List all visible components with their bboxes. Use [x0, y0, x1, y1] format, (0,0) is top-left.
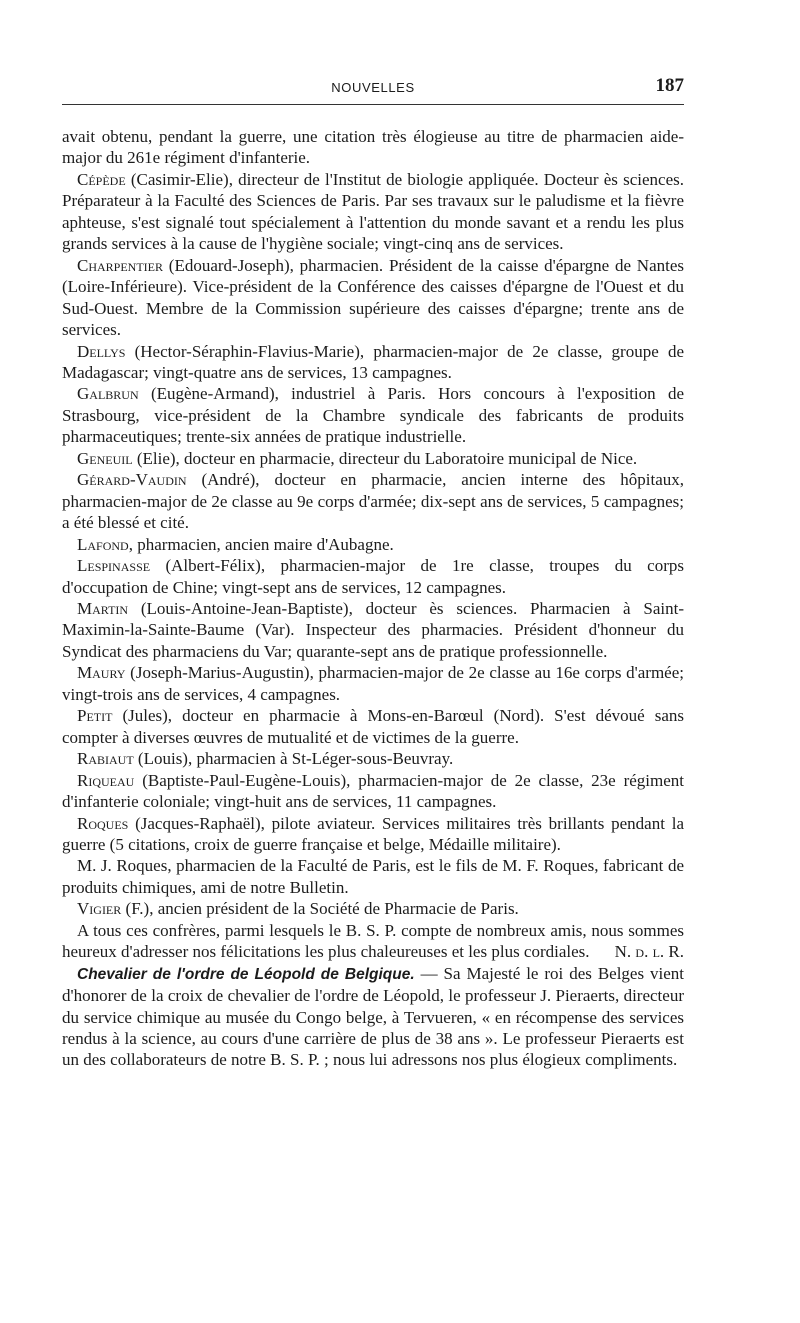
running-head-title: NOUVELLES — [331, 80, 415, 95]
entry-rabiaut — [62, 748, 684, 769]
entry-maury — [62, 662, 684, 705]
article-body — [62, 126, 684, 1071]
entry-gerard-vaudin — [62, 469, 684, 533]
leopold-text: Sa Majesté le roi des Belges vient d'honorer de la croix de chevalier de l'ordre de Léopold, le professeur J. Pieraerts, directeur du service chimique au musée du Congo belge, à Tervueren, « en récompense des services rendus à la science, au cours d'une carrière de plus de 38 ans ». Le professeur Pieraerts est un des collaborateurs de notre B. S. P. ; nous lui adressons nos plus élogieux compliments. — [62, 963, 685, 1070]
entry-charpentier — [62, 255, 684, 341]
page-number: 187 — [655, 75, 684, 96]
entry-cepede — [62, 169, 684, 255]
entry-text: (Jacques-Raphaël), pilote aviateur. Services militaires très brillants pendant la guerre (5 citations, croix de guerre française et belge, Médaille militaire). — [62, 813, 684, 854]
paragraph-continuation: avait obtenu, pendant la guerre, une citation très élogieuse au titre de pharmacien aide-major du 261e régiment d'infanterie. — [62, 127, 684, 168]
entry-text: (F.), ancien président de la Société de Pharmacie de Paris. — [121, 899, 519, 919]
entry-name: Lafond — [77, 534, 129, 554]
entry-martin — [62, 598, 684, 662]
entry-name: Lespinasse — [77, 556, 151, 576]
entry-name: Cépède — [77, 169, 126, 189]
entry-name: Dellys — [77, 341, 126, 361]
entry-name: Galbrun — [77, 384, 139, 404]
entry-text: (Hector-Séraphin-Flavius-Marie), pharmacien-major de 2e classe, groupe de Madagascar; vingt-quatre ans de services, 13 campagnes. — [62, 341, 684, 382]
entry-riqueau — [62, 770, 684, 813]
entry-name: Petit — [77, 706, 113, 726]
entry-text: (Edouard-Joseph), pharmacien. Président de la caisse d'épargne de Nantes (Loire-Inférieure). Vice-président de la Conférence des caisses d'épargne de l'Ouest et du Sud-Ouest. Membre de la Commission supérieure des caisses d'épargne; trente ans de services. — [62, 255, 684, 340]
editorial-signature: N. d. l. R. — [614, 942, 684, 962]
heading-dash: — — [414, 963, 444, 983]
running-head — [62, 66, 684, 100]
entry-name: Maury — [77, 663, 126, 683]
entry-name: Charpentier — [77, 255, 164, 275]
entry-geneuil — [62, 448, 684, 469]
entry-galbrun — [62, 383, 684, 447]
note-roques-father: M. J. Roques, pharmacien de la Faculté de Paris, est le fils de M. F. Roques, fabricant de produits chimiques, ami de notre Bulletin. — [62, 856, 684, 897]
entry-vigier — [62, 898, 684, 919]
entry-text: (André), docteur en pharmacie, ancien interne des hôpitaux, pharmacien-major de 2e classe au 9e corps d'armée; dix-sept ans de services, 5 campagnes; a été blessé et cité. — [62, 470, 684, 533]
entry-text: (Joseph-Marius-Augustin), pharmacien-major de 2e classe au 16e corps d'armée; vingt-trois ans de services, 4 campagnes. — [62, 663, 684, 704]
entry-lespinasse — [62, 555, 684, 598]
entry-text: , pharmacien, ancien maire d'Aubagne. — [128, 534, 394, 554]
entry-text: (Elie), docteur en pharmacie, directeur du Laboratoire municipal de Nice. — [132, 448, 638, 468]
entry-text: (Jules), docteur en pharmacie à Mons-en-Barœul (Nord). S'est dévoué sans compter à diverses œuvres de mutualité et de victimes de la guerre. — [62, 706, 684, 747]
entry-petit — [62, 705, 684, 748]
entry-name: Martin — [77, 598, 129, 618]
entry-name: Roques — [77, 813, 129, 833]
entry-dellys — [62, 341, 684, 384]
entry-roques — [62, 813, 684, 856]
leopold-paragraph — [62, 963, 684, 1071]
entry-name: Geneuil — [77, 448, 133, 468]
entry-text: (Casimir-Elie), directeur de l'Institut de biologie appliquée. Docteur ès sciences. Préparateur à la Faculté des Sciences de Paris. Par ses travaux sur le paludisme et la fièvre aphteuse, s'est signalé tout spécialement à l'attention du monde savant et a rendu les plus grands services à la cause de l'hygiène sociale; vingt-cinq ans de services. — [62, 169, 684, 254]
closing-paragraph: A tous ces confrères, parmi lesquels le B. S. P. compte de nombreux amis, nous sommes heureux d'adresser nos félicitations les plus chaleureuses et les plus cordiales. N. d. l. R. — [62, 920, 684, 962]
entry-name: Riqueau — [77, 770, 135, 790]
entry-name: Vigier — [77, 899, 122, 919]
entry-text: (Eugène-Armand), industriel à Paris. Hors concours à l'exposition de Strasbourg, vice-président de la Chambre syndicale des fabricants de produits pharmaceutiques; trente-six années de pratique industrielle. — [62, 384, 684, 447]
entry-name: Gérard-Vaudin — [77, 470, 187, 490]
entry-text: (Baptiste-Paul-Eugène-Louis), pharmacien-major de 2e classe, 23e régiment d'infanterie coloniale; vingt-huit ans de services, 11 campagnes. — [62, 770, 684, 812]
entry-text: (Louis), pharmacien à St-Léger-sous-Beuvray. — [133, 749, 454, 769]
entry-text: (Louis-Antoine-Jean-Baptiste), docteur ès sciences. Pharmacien à Saint-Maximin-la-Sainte-Baume (Var). Inspecteur des pharmacies. Président d'honneur du Syndicat des pharmaciens du Var; quarante-sept ans de pratique professionnelle. — [62, 598, 684, 661]
entry-text: (Albert-Félix), pharmacien-major de 1re classe, troupes du corps d'occupation de Chine; vingt-sept ans de services, 12 campagnes. — [62, 556, 684, 597]
header-rule — [62, 104, 684, 105]
entry-name: Rabiaut — [77, 749, 134, 769]
entry-lafond — [62, 534, 684, 555]
page — [62, 66, 684, 1071]
section-heading: Chevalier de l'ordre de Léopold de Belgique. — [77, 965, 415, 983]
